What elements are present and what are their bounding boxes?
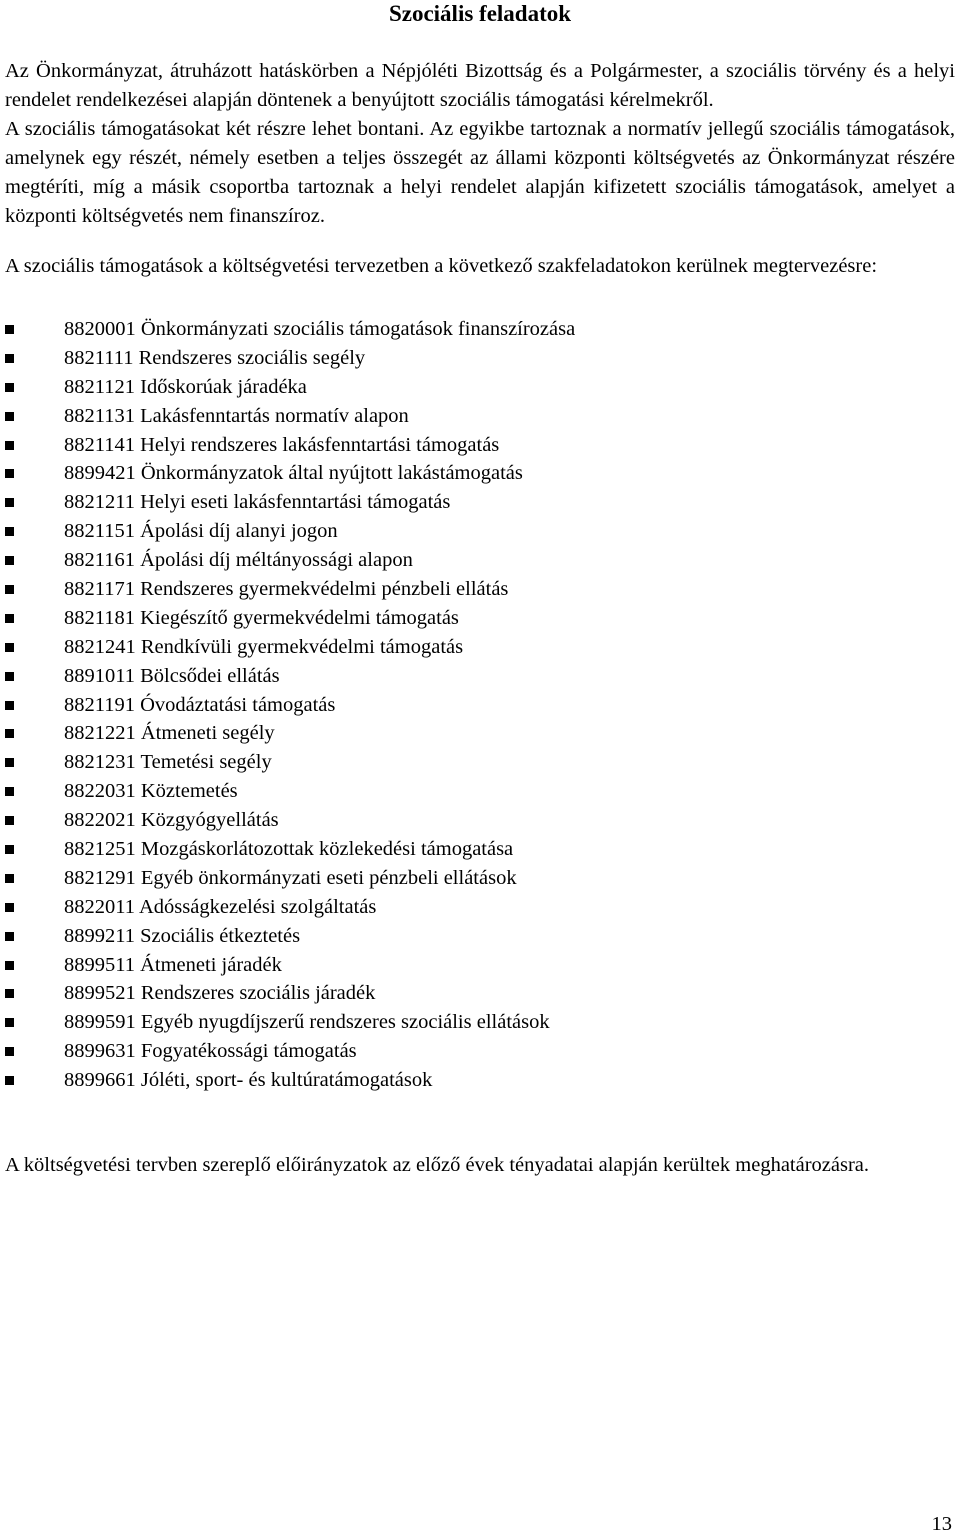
list-item [5, 691, 955, 720]
square-bullet-icon [5, 787, 14, 796]
list-item-text: 8821131 Lakásfenntartás normatív alapon [64, 404, 409, 427]
list-item-text: 8821231 Temetési segély [64, 751, 272, 774]
square-bullet-icon [5, 1018, 14, 1027]
list-item-text: 8899211 Szociális étkeztetés [64, 924, 301, 947]
list-item-text: 8821241 Rendkívüli gyermekvédelmi támogatás [64, 635, 464, 658]
square-bullet-icon [5, 701, 14, 710]
list-item [5, 864, 955, 893]
square-bullet-icon [5, 412, 14, 421]
square-bullet-icon [5, 758, 14, 767]
list-item [5, 517, 955, 546]
list-item [5, 402, 955, 431]
list-item [5, 315, 955, 344]
list-item [5, 777, 955, 806]
list-item-text: 8891011 Bölcsődei ellátás [64, 664, 280, 687]
list-item [5, 546, 955, 575]
list-item [5, 344, 955, 373]
square-bullet-icon [5, 498, 14, 507]
square-bullet-icon [5, 469, 14, 478]
square-bullet-icon [5, 643, 14, 652]
square-bullet-icon [5, 1076, 14, 1085]
list-item-text: 8821171 Rendszeres gyermekvédelmi pénzbeli ellátás [64, 578, 509, 601]
list-item [5, 719, 955, 748]
list-item-text: 8822031 Köztemetés [64, 780, 238, 803]
list-item [5, 1008, 955, 1037]
list-item-text: 8821221 Átmeneti segély [64, 722, 275, 745]
list-item [5, 488, 955, 517]
list-item [5, 806, 955, 835]
list-item-text: 8899511 Átmeneti járadék [64, 953, 282, 976]
square-bullet-icon [5, 527, 14, 536]
list-item-text: 8821151 Ápolási díj alanyi jogon [64, 520, 338, 543]
square-bullet-icon [5, 961, 14, 970]
list-item [5, 922, 955, 951]
square-bullet-icon [5, 932, 14, 941]
square-bullet-icon [5, 989, 14, 998]
square-bullet-icon [5, 354, 14, 363]
list-item [5, 748, 955, 777]
square-bullet-icon [5, 1047, 14, 1056]
square-bullet-icon [5, 614, 14, 623]
list-item-text: 8822021 Közgyógyellátás [64, 809, 279, 832]
list-item [5, 575, 955, 604]
list-item [5, 1037, 955, 1066]
list-item [5, 835, 955, 864]
list-item [5, 633, 955, 662]
page-number: 13 [931, 1513, 952, 1535]
list-item-text: 8899631 Fogyatékossági támogatás [64, 1040, 357, 1063]
square-bullet-icon [5, 903, 14, 912]
list-item-text: 8821141 Helyi rendszeres lakásfenntartási támogatás [64, 433, 500, 456]
list-item-text: 8821251 Mozgáskorlátozottak közlekedési támogatása [64, 838, 514, 861]
list-item [5, 604, 955, 633]
list-item-text: 8821181 Kiegészítő gyermekvédelmi támogatás [64, 606, 459, 629]
list-item [5, 893, 955, 922]
square-bullet-icon [5, 585, 14, 594]
list-item [5, 459, 955, 488]
square-bullet-icon [5, 556, 14, 565]
square-bullet-icon [5, 672, 14, 681]
list-item-text: 8821191 Óvodáztatási támogatás [64, 693, 336, 716]
closing-paragraph: A költségvetési tervben szereplő előirányzatok az előző évek tényadatai alapján kerültek meghatározásra. [5, 1154, 870, 1177]
list-item-text: 8899591 Egyéb nyugdíjszerű rendszeres szociális ellátások [64, 1011, 550, 1034]
square-bullet-icon [5, 816, 14, 825]
square-bullet-icon [5, 845, 14, 854]
list-item-text: 8821291 Egyéb önkormányzati eseti pénzbeli ellátások [64, 866, 517, 889]
planning-paragraph: A szociális támogatások a költségvetési tervezetben a következő szakfeladatokon kerülnek megtervezésre: [5, 255, 878, 277]
list-item [5, 662, 955, 691]
page-title: Szociális feladatok [388, 1, 572, 26]
document-page [5, 0, 955, 1180]
square-bullet-icon [5, 441, 14, 450]
list-item-text: 8822011 Adósságkezelési szolgáltatás [64, 895, 377, 918]
list-item-text: 8821161 Ápolási díj méltányossági alapon [64, 549, 413, 572]
intro-paragraph: Az Önkormányzat, átruházott hatáskörben a Népjóléti Bizottság és a Polgármester, a szociális törvény és a helyi rendelet rendelkezései alapján döntenek a benyújtott szociális támogatási kérelmekről. [5, 60, 955, 111]
list-item-text: 8821111 Rendszeres szociális segély [64, 346, 366, 369]
list-item-text: 8821121 Időskorúak járadéka [64, 375, 307, 398]
list-item [5, 951, 955, 980]
support-types-paragraph: A szociális támogatásokat két részre lehet bontani. Az egyikbe tartoznak a normatív jellegű szociális támogatások, amelynek egy részét, némely esetben a teljes összegét az állami központi költségvetés az Önkormányzat részére megtéríti, míg a másik csoportba tartoznak a helyi rendelet alapján kifizetett szociális támogatások, amelyet a központi költségvetés nem finanszíroz. [5, 118, 955, 227]
list-item-text: 8821211 Helyi eseti lakásfenntartási támogatás [64, 491, 451, 514]
list-item-text: 8820001 Önkormányzati szociális támogatások finanszírozása [64, 318, 576, 340]
square-bullet-icon [5, 325, 14, 334]
list-item [5, 1066, 955, 1095]
square-bullet-icon [5, 729, 14, 738]
list-item [5, 373, 955, 402]
square-bullet-icon [5, 874, 14, 883]
square-bullet-icon [5, 383, 14, 392]
list-item [5, 431, 955, 460]
list-item-text: 8899521 Rendszeres szociális járadék [64, 982, 376, 1005]
task-code-list [5, 315, 955, 1095]
list-item-text: 8899421 Önkormányzatok által nyújtott lakástámogatás [64, 462, 523, 485]
list-item-text: 8899661 Jóléti, sport- és kultúratámogatások [64, 1069, 433, 1092]
list-item [5, 979, 955, 1008]
